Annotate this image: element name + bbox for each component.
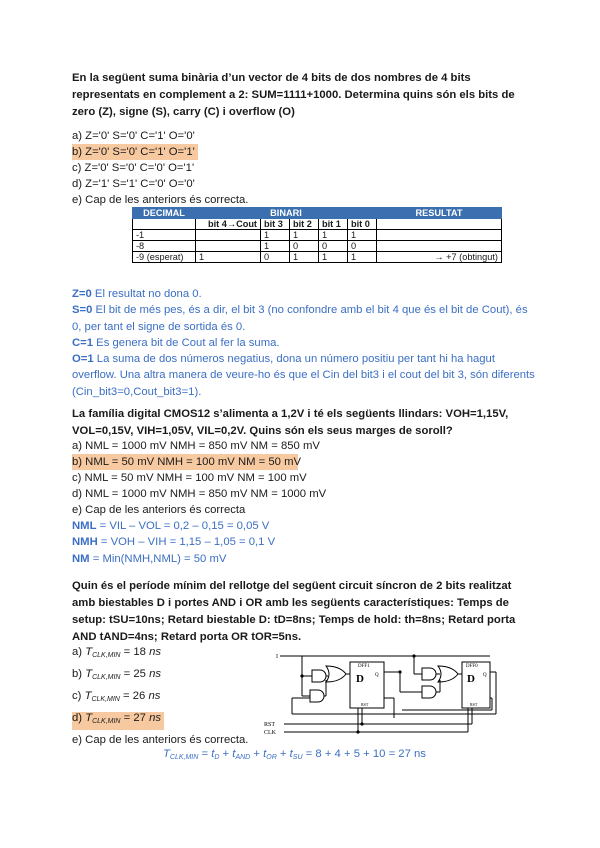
dff1-rst-pin: RST — [361, 702, 369, 707]
q3-question-line: amb biestables D i portes AND i OR amb les següents característiques: Temps de — [72, 597, 509, 609]
explanation-line: NMH = VOH – VIH = 1,15 – 1,05 = 0,1 V — [72, 536, 276, 549]
explanation-line: C=1 Es genera bit de Cout al fer la suma. — [72, 336, 280, 349]
explanation-line: NM = Min(NMH,NML) = 50 mV — [72, 552, 227, 565]
table-cell: 1 — [196, 252, 261, 263]
q2-option-e: e) Cap de les anteriors és correcta — [72, 504, 246, 516]
q2-option-b: b) NML = 50 mV NMH = 100 mV NM = 50 mV — [72, 456, 302, 468]
q2-question — [72, 406, 508, 440]
q2-option-a: a) NML = 1000 mV NMH = 850 mV NM = 850 mV — [72, 440, 320, 452]
q1-question — [72, 70, 515, 121]
q1-explanation — [72, 286, 535, 400]
explanation-line: NML = VIL – VOL = 0,2 – 0,15 = 0,05 V — [72, 520, 270, 532]
dff0-rst-pin: RST — [470, 702, 478, 707]
table-cell: -8 — [133, 241, 196, 252]
table-subheader-cell: bit 4→Cout — [196, 219, 261, 230]
q3-options — [72, 646, 248, 746]
q3-option-e: e) Cap de les anteriors és correcta. — [72, 734, 249, 746]
table-cell — [196, 241, 261, 252]
q2-options — [72, 438, 326, 518]
table-cell — [377, 241, 502, 252]
clk-label: CLK — [264, 730, 276, 736]
table-cell: 1 — [348, 230, 377, 241]
q3-question-line: AND tAND=4ns; Retard porta OR tOR=5ns. — [72, 631, 302, 643]
table-cell: 1 — [261, 230, 290, 241]
rst-label: RST — [264, 722, 276, 728]
table-header-cell: RESULTAT — [377, 208, 502, 219]
q1-option-b: b) Z='0' S='0' C='1' O='1' — [72, 144, 198, 160]
table-cell: -1 — [133, 230, 196, 241]
table-cell: 0 — [319, 241, 348, 252]
explanation-line: S=0 El bit de més pes, és a dir, el bit 3 (no confondre amb el bit 4 que és el bit de Cout), és — [72, 304, 528, 317]
table-cell — [196, 230, 261, 241]
table-cell: 1 — [348, 252, 377, 263]
table-cell: 1 — [290, 252, 319, 263]
dff0-d-label: D — [467, 673, 475, 685]
table-cell: 0 — [261, 252, 290, 263]
q3-option-c: c) $T_{CLK,MIN} = 26$ ns — [72, 690, 161, 703]
q2-explanation — [72, 518, 275, 567]
q2-question-line: La família digital CMOS12 s’alimenta a 1,2V i té els següents llindars: VOH=1,15V, — [72, 408, 509, 420]
table-cell: 1 — [319, 252, 348, 263]
dff0-label: DFF0 — [466, 664, 478, 669]
dff1-label: DFF1 — [358, 664, 370, 669]
q3-option-d: d) $T_{CLK,MIN} = 27$ ns — [72, 712, 164, 730]
q3-question-line: Quin és el període mínim del rellotge del següent circuit síncron de 2 bits realitzat — [72, 580, 512, 592]
q1-option-e: e) Cap de les anteriors és correcta. — [72, 194, 249, 206]
table-cell: 0 — [290, 241, 319, 252]
q1-question-line: representats en complement a 2: SUM=1111+1000. Determina quins són els bits de — [72, 89, 515, 101]
table-cell: 1 — [290, 230, 319, 241]
table-cell: -9 (esperat) — [133, 252, 196, 263]
table-subheader-row — [133, 219, 502, 230]
table-cell — [377, 230, 502, 241]
q3-formula: $T_{CLK,MIN} = t_D + t_{AND} + t_{OR} + t_{SU} = 8 + 4 + 5 + 10 = 27$ ns — [163, 748, 426, 761]
table-cell: 1 — [319, 230, 348, 241]
circuit-input-label: I — [276, 654, 278, 660]
dff1-q-label: Q — [375, 673, 379, 678]
q2-question-line: VOL=0,15V, VIH=1,05V, VIL=0,2V. Quins són els seus marges de soroll? — [72, 425, 453, 437]
q2-option-c: c) NML = 50 mV NMH = 100 mV NM = 100 mV — [72, 472, 307, 484]
table-row — [133, 230, 502, 241]
q1-question-line: En la següent suma binària d’un vector de 4 bits de dos nombres de 4 bits — [72, 72, 471, 84]
dff1-d-label: D — [356, 673, 364, 685]
table-subheader-cell: bit 2 — [290, 219, 319, 230]
explanation-line: 0, per tant el signe de sortida és 0. — [72, 320, 246, 333]
q1-option-a: a) Z='0' S='0' C='1' O='0' — [72, 130, 195, 142]
table-row — [133, 252, 502, 263]
table-header-cell: DECIMAL — [133, 208, 196, 219]
table-header-row — [133, 208, 502, 219]
q3-question-line: setup: tSU=10ns; Retard biestable D: tD=8ns; Temps de hold: th=8ns; Retard porta — [72, 614, 516, 626]
table-row — [133, 241, 502, 252]
q1-options — [72, 128, 248, 208]
binary-sum-table — [132, 207, 502, 263]
explanation-line: (Cin_bit3=0,Cout_bit3=1). — [72, 385, 202, 398]
table-subheader-cell: bit 3 — [261, 219, 290, 230]
q3-option-b: b) $T_{CLK,MIN} = 25$ ns — [72, 668, 162, 681]
q1-option-c: c) Z='0' S='0' C='0' O='1' — [72, 162, 195, 174]
table-header-cell: BINARI — [196, 208, 377, 219]
explanation-line: O=1 La suma de dos números negatius, dona un número positiu per tant hi ha hagut — [72, 353, 495, 366]
table-cell: 0 — [348, 241, 377, 252]
q3-question — [72, 578, 515, 646]
q3-option-a: a) $T_{CLK,MIN} = 18$ ns — [72, 646, 162, 659]
q1-question-line: zero (Z), signe (S), carry (C) i overflow (O) — [72, 106, 295, 118]
table-cell: 1 — [261, 241, 290, 252]
q1-option-d: d) Z='1' S='1' C='0' O='0' — [72, 178, 195, 190]
table-subheader-cell: bit 1 — [319, 219, 348, 230]
explanation-line: Z=0 El resultat no dona 0. — [72, 288, 202, 300]
explanation-line: overflow. Una altra manera de veure-ho és que el Cin del bit3 i el cout del bit 3, són diferents — [72, 369, 535, 382]
q2-option-d: d) NML = 1000 mV NMH = 850 mV NM = 1000 mV — [72, 488, 327, 500]
circuit-diagram — [262, 648, 502, 738]
table-subheader-cell: bit 0 — [348, 219, 377, 230]
dff0-q-label: Q — [483, 673, 487, 678]
table-cell: → +7 (obtingut) — [377, 252, 502, 263]
